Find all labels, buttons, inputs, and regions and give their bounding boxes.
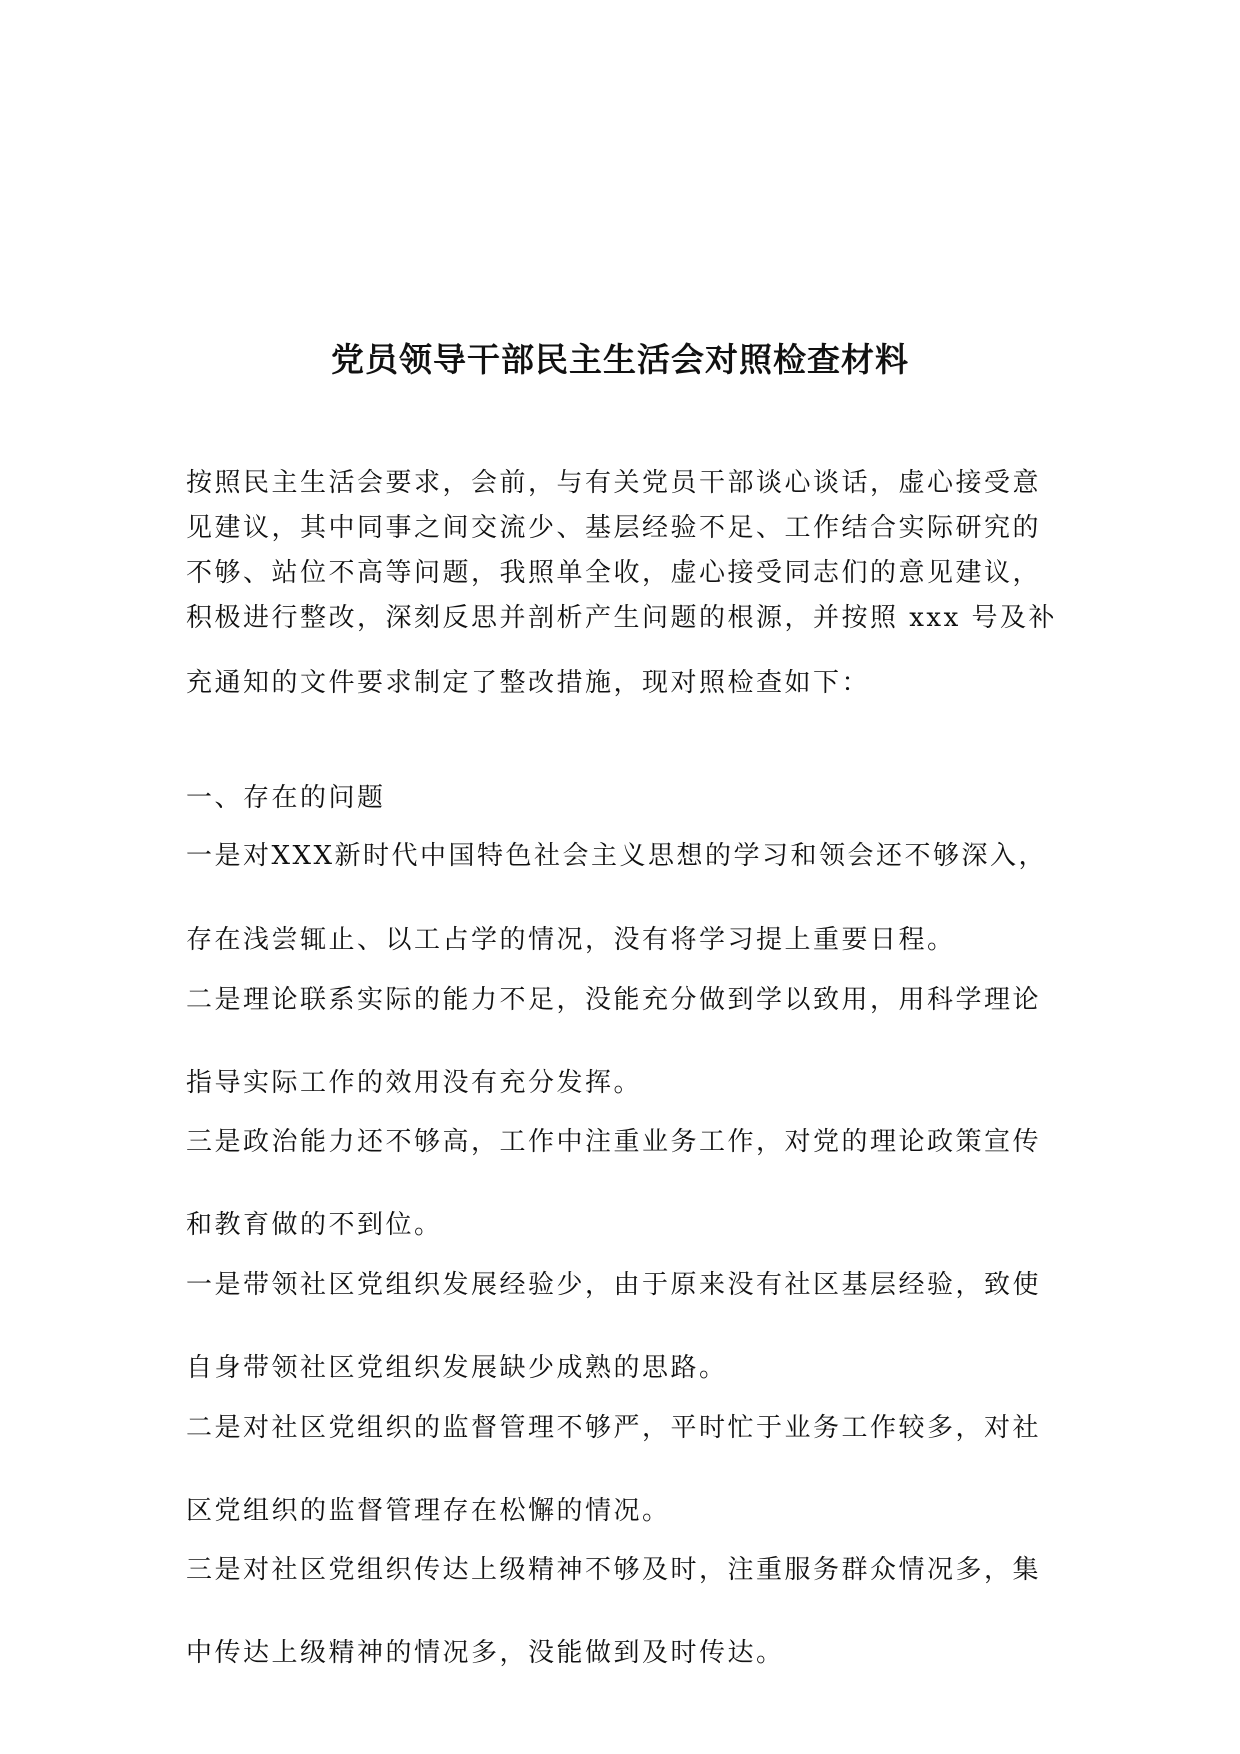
problem-line-4: 指导实际工作的效用没有充分发挥。 bbox=[186, 1068, 643, 1098]
problem-line-6: 和教育做的不到位。 bbox=[186, 1210, 443, 1240]
problem-line-3: 二是理论联系实际的能力不足，没能充分做到学以致用，用科学理论 bbox=[186, 985, 1042, 1015]
problem-line-11: 三是对社区党组织传达上级精神不够及时，注重服务群众情况多，集 bbox=[186, 1555, 1042, 1585]
problem-line-9: 二是对社区党组织的监督管理不够严，平时忙于业务工作较多，对社 bbox=[186, 1413, 1042, 1443]
problem-line-2: 存在浅尝辄止、以工占学的情况，没有将学习提上重要日程。 bbox=[186, 925, 956, 955]
problem-line-1: 一是对XXX新时代中国特色社会主义思想的学习和领会还不够深入， bbox=[186, 841, 1048, 871]
intro-line-4: 积极进行整改，深刻反思并剖析产生问题的根源，并按照 xxx 号及补 bbox=[186, 603, 1058, 633]
intro-line-3: 不够、站位不高等问题，我照单全收，虚心接受同志们的意见建议， bbox=[186, 558, 1042, 588]
intro-line-2: 见建议，其中同事之间交流少、基层经验不足、工作结合实际研究的 bbox=[186, 513, 1042, 543]
problem-line-12: 中传达上级精神的情况多，没能做到及时传达。 bbox=[186, 1638, 785, 1668]
document-title: 党员领导干部民主生活会对照检查材料 bbox=[331, 340, 909, 379]
section-heading: 一、存在的问题 bbox=[186, 783, 386, 813]
intro-line-1: 按照民主生活会要求，会前，与有关党员干部谈心谈话，虚心接受意 bbox=[186, 468, 1042, 498]
problem-line-5: 三是政治能力还不够高，工作中注重业务工作，对党的理论政策宣传 bbox=[186, 1127, 1042, 1157]
problem-line-7: 一是带领社区党组织发展经验少，由于原来没有社区基层经验，致使 bbox=[186, 1270, 1042, 1300]
problem-line-10: 区党组织的监督管理存在松懈的情况。 bbox=[186, 1496, 671, 1526]
intro-line-5: 充通知的文件要求制定了整改措施，现对照检查如下： bbox=[186, 668, 871, 698]
problem-line-8: 自身带领社区党组织发展缺少成熟的思路。 bbox=[186, 1353, 728, 1383]
